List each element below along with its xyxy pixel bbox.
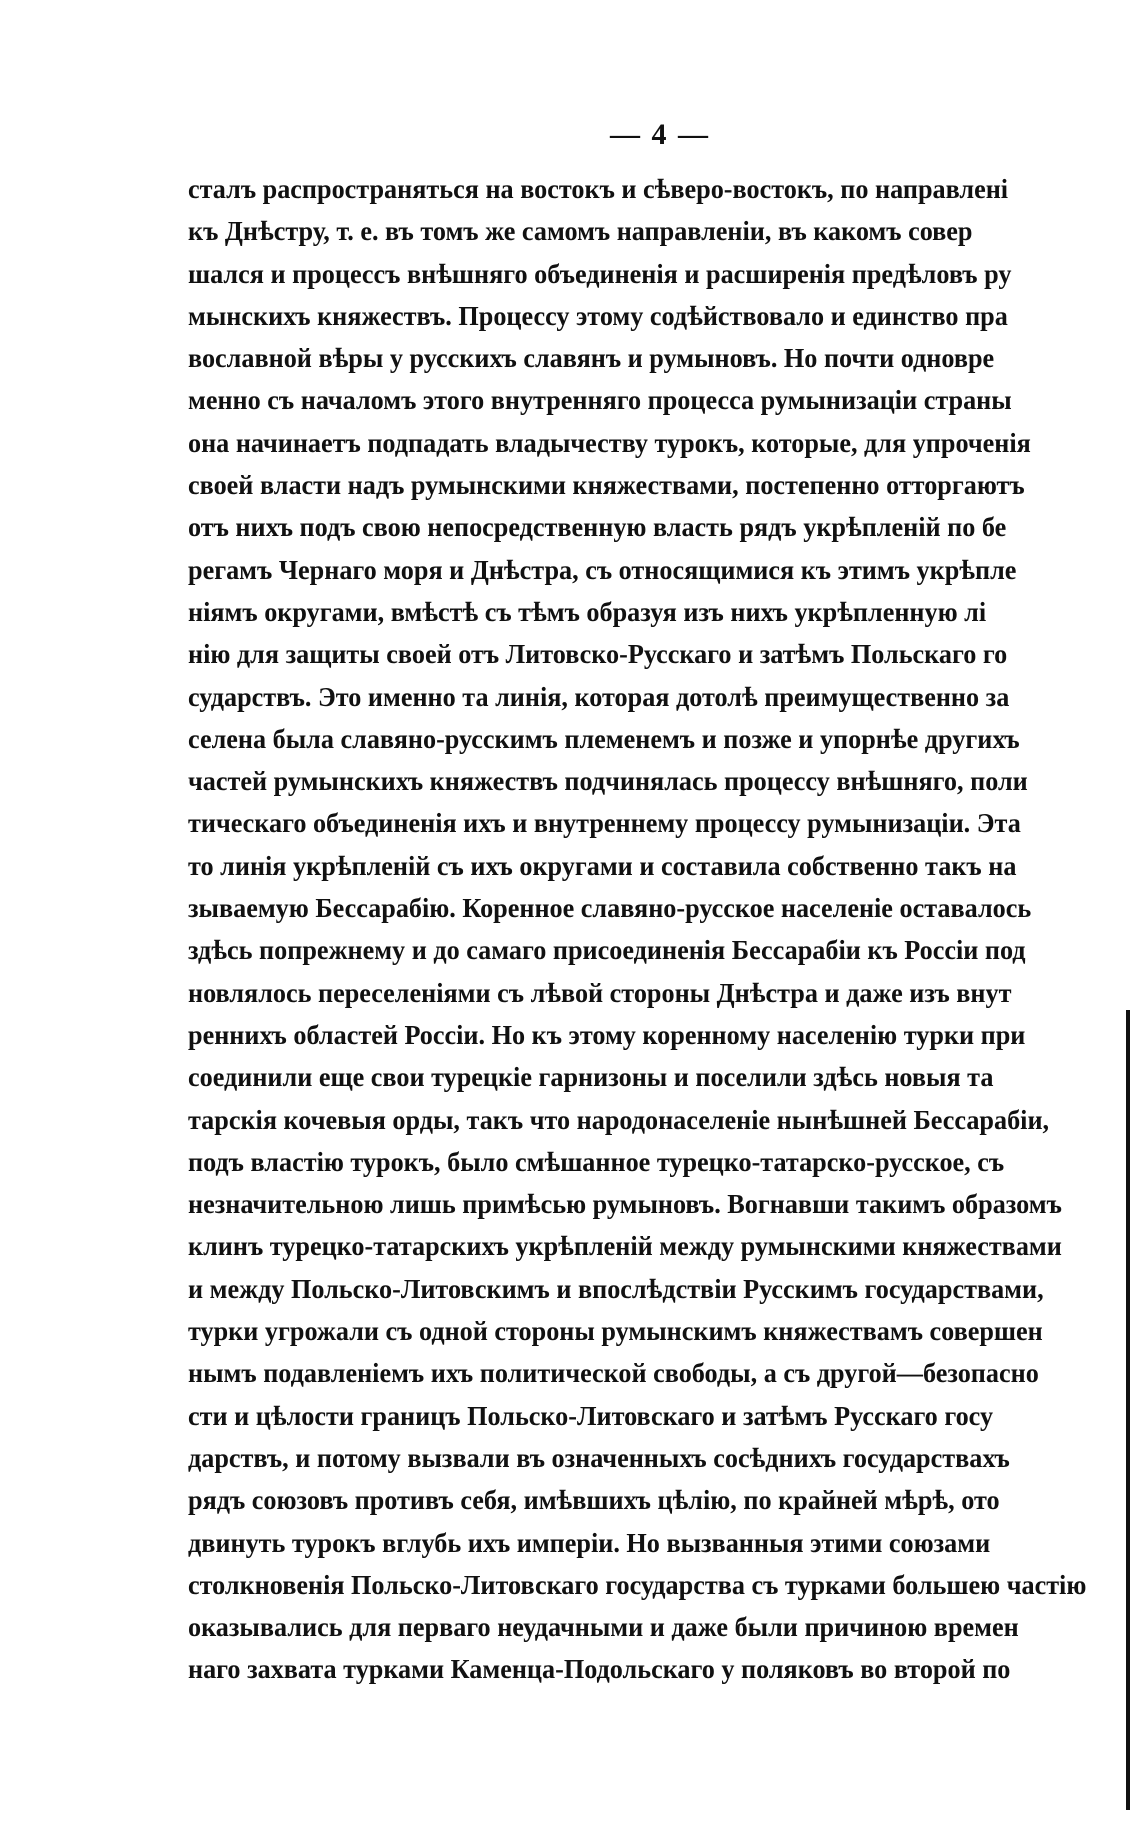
text-line: оказывались для перваго неудачными и даже были причиною времен [188,1612,1019,1643]
text-line: турки угрожали съ одной стороны румынскимъ княжествамъ совершен [188,1316,1043,1347]
text-line: мынскихъ княжествъ. Процессу этому содѣйствовало и единство пра [188,300,1008,331]
text-line: зываемую Бессарабію. Коренное славяно-русское населеніе оставалось [188,893,1032,924]
text-line: двинуть турокъ вглубь ихъ имперіи. Но вызванныя этими союзами [188,1527,991,1558]
text-line: частей румынскихъ княжествъ подчинялась процессу внѣшняго, поли [188,766,1028,797]
text-line: новлялось переселеніями съ лѣвой стороны Днѣстра и даже изъ внут [188,977,1012,1008]
text-line: наго захвата турками Каменца-Подольскаго у поляковъ во второй по [188,1654,1011,1685]
text-line: клинъ турецко-татарскихъ укрѣпленій между румынскими княжествами [188,1231,1062,1262]
text-line: селена была славяно-русскимъ племенемъ и позже и упорнѣе другихъ [188,723,1020,754]
text-line: дарствъ, и потому вызвали въ означенныхъ сосѣднихъ государствахъ [188,1442,1010,1473]
text-line: своей власти надъ румынскими княжествами, постепенно отторгаютъ [188,470,1025,501]
text-line: подъ властію турокъ, было смѣшанное турецко-татарско-русское, съ [188,1146,1005,1177]
page-number: — 4 — [610,118,710,151]
text-line: сталъ распространяться на востокъ и сѣверо-востокъ, по направлені [188,174,1009,204]
text-line: то линія укрѣпленій съ ихъ округами и составила собственно такъ на [188,850,1017,881]
page-edge-mark [1126,1010,1130,1810]
text-line: соединили еще свои турецкіе гарнизоны и поселили здѣсь новыя та [188,1062,994,1093]
text-line: шался и процессъ внѣшняго объединенія и расширенія предѣловъ ру [188,258,1012,289]
text-line: вославной вѣры у русскихъ славянъ и румыновъ. Но почти одновре [188,343,995,374]
text-line: нію для защиты своей отъ Литовско-Русскаго и затѣмъ Польскаго го [188,639,1008,670]
text-line: менно съ началомъ этого внутренняго процесса румынизаціи страны [188,385,1012,416]
text-line: отъ нихъ подъ свою непосредственную власть рядъ укрѣпленій по бе [188,512,1007,543]
text-line: сударствъ. Это именно та линія, которая дотолѣ преимущественно за [188,681,1010,712]
text-line: рядъ союзовъ противъ себя, имѣвшихъ цѣлію, по крайней мѣрѣ, ото [188,1485,1000,1516]
text-line: тическаго объединенія ихъ и внутреннему процессу румынизаціи. Эта [188,808,1021,839]
text-line: сти и цѣлости границъ Польско-Литовскаго и затѣмъ Русскаго госу [188,1400,994,1431]
text-line: нымъ подавленіемъ ихъ политической свободы, а съ другой—безопасно [188,1358,1039,1389]
text-line: тарскія кочевыя орды, такъ что народонаселеніе нынѣшней Бессарабіи, [188,1104,1050,1135]
text-line: реннихъ областей Россіи. Но къ этому коренному населенію турки при [188,1019,1026,1050]
text-line: она начинаетъ подпадать владычеству турокъ, которые, для упроченія [188,427,1031,458]
text-line: здѣсь попрежнему и до самаго присоединенія Бессарабіи къ Россіи под [188,935,1026,966]
text-line: и между Польско-Литовскимъ и впослѣдствіи Русскимъ государствами, [188,1273,1044,1304]
body-text [188,168,1128,1691]
text-line: ніямъ округами, вмѣстѣ съ тѣмъ образуя изъ нихъ укрѣпленную лі [188,596,987,627]
text-line: регамъ Чернаго моря и Днѣстра, съ относящимися къ этимъ укрѣпле [188,554,1017,585]
text-line: къ Днѣстру, т. е. въ томъ же самомъ направленіи, въ какомъ совер [188,216,973,247]
text-line: незначительною лишь примѣсью румыновъ. Вогнавши такимъ образомъ [188,1189,1062,1220]
text-line: столкновенія Польско-Литовскаго государства съ турками большею частію [188,1569,1087,1600]
